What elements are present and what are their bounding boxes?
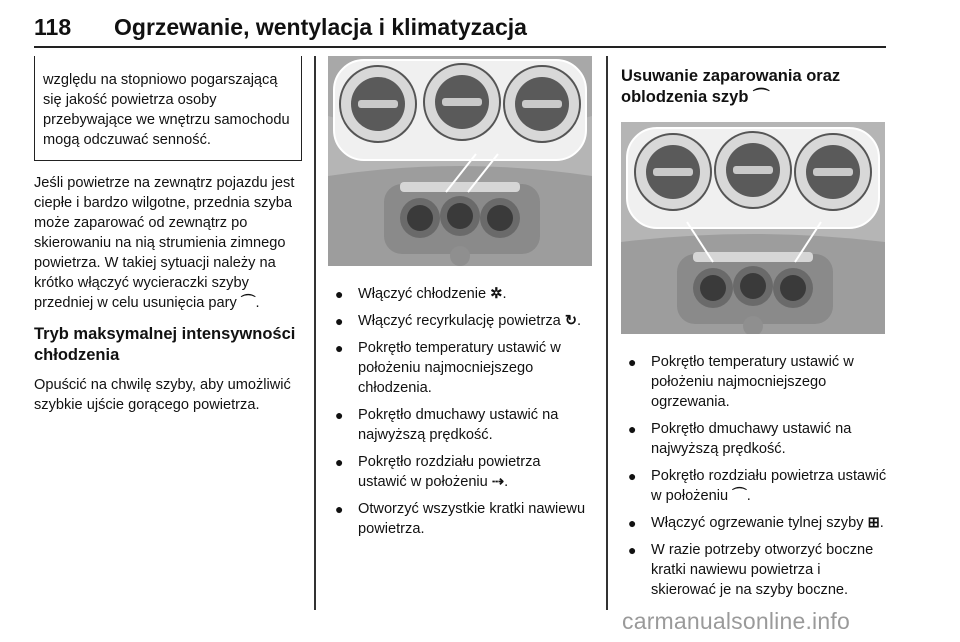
column-divider-1	[314, 56, 316, 610]
list-item	[621, 352, 887, 412]
list-item-text: Pokrętło temperatury ustawić w położeniu najmocniejszego chłodzenia.	[358, 340, 561, 396]
windshield-defrost-icon: ⌒	[240, 295, 256, 311]
list-item	[621, 540, 887, 600]
list-item-text: Włączyć chłodzenie	[358, 286, 487, 302]
section-heading-text: Usuwanie zaparowania oraz oblodzenia szyb	[621, 67, 841, 106]
dashboard-illustration	[621, 122, 885, 334]
bullet-icon: ●	[628, 354, 637, 370]
page-number: 118	[34, 14, 72, 40]
page-title: Ogrzewanie, wentylacja i klimatyzacja	[114, 14, 527, 40]
page-header	[34, 8, 886, 48]
paragraph-max-cooling: Opuścić na chwilę szyby, aby umożliwić szybkie ujście gorącego powietrza.	[34, 377, 291, 413]
list-item	[328, 452, 592, 492]
list-item	[621, 419, 887, 459]
bullet-icon: ●	[335, 407, 344, 423]
bullet-icon: ●	[335, 313, 344, 329]
watermark: carmanualsonline.info	[622, 608, 850, 634]
bullet-icon: ●	[628, 515, 637, 531]
dashboard-illustration	[328, 56, 592, 266]
cooling-steps-list	[328, 284, 592, 539]
list-item	[328, 405, 592, 445]
snowflake-icon: ✲	[490, 286, 503, 302]
rear-window-heat-icon: ⊞	[867, 515, 880, 531]
note-text: względu na stopniowo pogarszającą się jakość powietrza osoby przebywające we wnętrzu samochodu mogą odczuwać senność.	[43, 72, 290, 148]
list-item-punct: .	[504, 474, 509, 490]
bullet-icon: ●	[335, 286, 344, 302]
paragraph-text: Jeśli powietrze na zewnątrz pojazdu jest ciepłe i bardzo wilgotne, przednia szyba może zaparować od zewnątrz po skierowaniu na nią strumienia zimnego powietrza. W takiej sytuacji należy na krótko włączyć wycieraczki szyby przedniej w celu usunięcia pary	[34, 175, 295, 311]
note-box	[34, 56, 302, 161]
list-item	[328, 311, 592, 331]
list-item-text: Pokrętło temperatury ustawić w położeniu najmocniejszego ogrzewania.	[651, 354, 854, 410]
list-item-text: W razie potrzeby otworzyć boczne kratki nawiewu powietrza i skierować je na szyby boczne.	[651, 542, 874, 598]
column-divider-2	[606, 56, 608, 610]
section-heading-max-cooling: Tryb maksymalnej intensywności chłodzenia	[34, 325, 296, 364]
section-heading-defrost	[621, 66, 887, 108]
paragraph-condensation: Jeśli powietrze na zewnątrz pojazdu jest ciepłe i bardzo wilgotne, przednia szyba może zaparować od zewnątrz po skierowaniu na nią strumienia zimnego powietrza. W takiej sytuacji należy na krótko włączyć wycieraczki szyby przedniej w celu usunięcia pary ⌒.	[34, 175, 295, 311]
windshield-defrost-icon: ⌒	[753, 88, 770, 106]
list-item-text: Włączyć recyrkulację powietrza	[358, 313, 561, 329]
list-item-punct: .	[879, 515, 884, 531]
column-2	[328, 56, 592, 546]
list-item	[328, 284, 592, 304]
bullet-icon: ●	[335, 454, 344, 470]
bullet-icon: ●	[335, 501, 344, 517]
feet-windshield-icon: ⇢	[491, 474, 505, 490]
list-item-punct: .	[746, 488, 751, 504]
list-item	[621, 466, 887, 506]
list-item-text: Pokrętło dmuchawy ustawić na najwyższą prędkość.	[358, 407, 559, 443]
bullet-icon: ●	[335, 340, 344, 356]
list-item-text: Pokrętło dmuchawy ustawić na najwyższą prędkość.	[651, 421, 852, 457]
climate-control-figure-2	[621, 122, 885, 334]
list-item-text: Pokrętło rozdziału powietrza ustawić w położeniu	[651, 468, 887, 504]
bullet-icon: ●	[628, 468, 637, 484]
list-item-punct: .	[577, 313, 582, 329]
column-1	[34, 56, 302, 415]
list-item-punct: .	[502, 286, 507, 302]
column-3	[621, 56, 887, 607]
header-rule	[34, 46, 886, 48]
bullet-icon: ●	[628, 421, 637, 437]
list-item	[328, 499, 592, 539]
climate-control-figure-1	[328, 56, 592, 266]
list-item	[621, 513, 887, 533]
windshield-defrost-icon: ⌒	[732, 488, 747, 504]
list-item-text: Otworzyć wszystkie kratki nawiewu powietrza.	[358, 501, 586, 537]
list-item-text: Pokrętło rozdziału powietrza ustawić w położeniu	[358, 454, 541, 490]
bullet-icon: ●	[628, 542, 637, 558]
recirculation-icon: ↻	[564, 313, 578, 329]
list-item-text: Włączyć ogrzewanie tylnej szyby	[651, 515, 864, 531]
list-item	[328, 338, 592, 398]
defrost-steps-list	[621, 352, 887, 600]
